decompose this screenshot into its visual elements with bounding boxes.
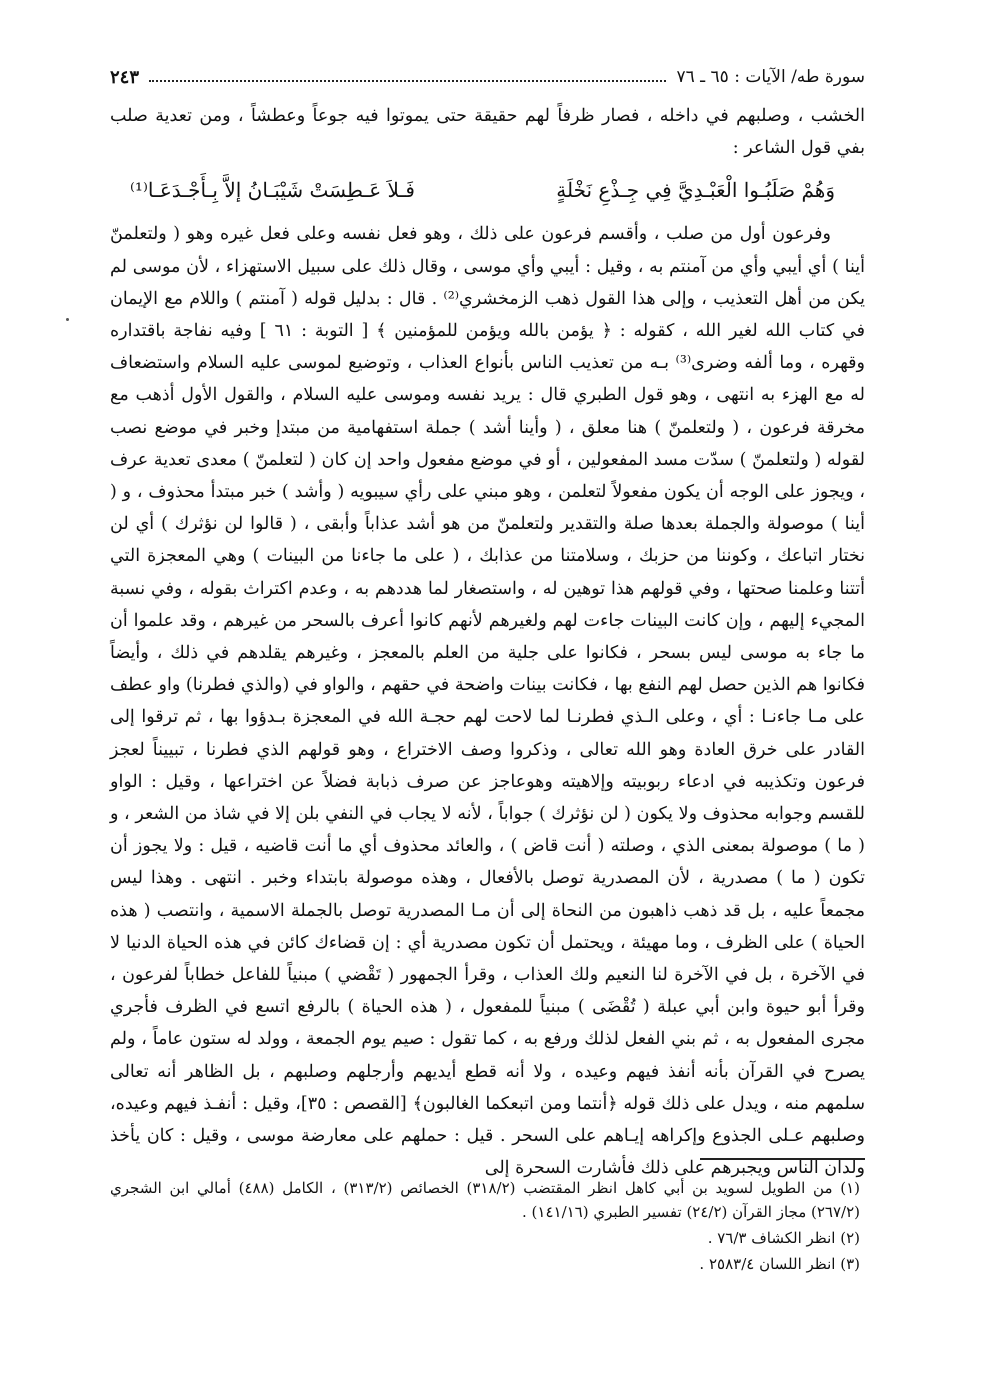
dot-leaders bbox=[149, 80, 666, 82]
header-title: سورة طه/ الآيات : ٦٥ ـ ٧٦ bbox=[676, 67, 865, 87]
page-number: ٢٤٣ bbox=[110, 66, 140, 88]
poem-first-hemistich: وَهُمْ صَلَبُـوا الْعَبْـدِيَّ فِي جِـذْعِ نَخْلَةٍ bbox=[556, 178, 835, 203]
footnote-2: (٢) انظر الكشاف ٧٦/٣ . bbox=[707, 1229, 860, 1247]
running-header bbox=[110, 62, 865, 92]
paragraph-2: وفرعون أول من صلب ، وأقسم فرعون على ذلك ، وهو فعل نفسه وعلى فعل غيره وهو ( ولتعلمنّ أينا ) أي أيبي وأي من آمنتم به ، وقيل : أيبي وأي موسى ، وقال ذلك على سبيل الاستهزاء ، لأن موسى لم يكن من أهل التعذيب ، وإلى هذا القول ذهب الزمخشري⁽²⁾ . قال : بدليل قوله ( آمنتم ) واللام مع الإيمان في كتاب الله لغير الله ، كقوله : ﴿ يؤمن بالله ويؤمن للمؤمنين ﴾ [ التوبة : ٦١ ] وفيه نفاجة باقتداره وقهره ، وما ألفه وضرى⁽³⁾ بـه من تعذيب الناس بأنواع العذاب ، وتوضيع لموسى عليه السلام واستضعاف له مع الهزء به انتهى ، وهو قول الطبري قال : يريد نفسه وموسى عليه السلام ، والقول الأول أذهب مع مخرقة فرعون ، ( ولتعلمنّ ) هنا معلق ، ( وأينا أشد ) جملة استفهامية من مبتدإ وخبر في موضع نصب لقوله ( ولتعلمنّ ) سدّت مسد المفعولين ، أو في موضع مفعول واحد إن كان ( لتعلمنّ ) معدى تعدية عرف ، ويجوز على الوجه أن يكون مفعولاً لتعلمن ، وهو مبني على رأي سيبويه ( وأشد ) خبر مبتدأ محذوف ، و ( أينا ) موصولة والجملة بعدها صلة والتقدير ولتعلمنّ من هو أشد عذاباً وأبقى ، ( قالوا لن نؤثرك ) أي لن نختار اتباعك ، وكوننا من حزبك ، وسلامتنا من عذابك ، ( على ما جاءنا من البينات ) وهي المعجزة التي أتتنا وعلمنا صحتها ، وفي قولهم هذا توهين له ، واستصغار لما هددهم به ، وعدم اكتراث بقوله ، وفي نسبة المجيء إليهم ، وإن كانت البينات جاءت لهم ولغيرهم لأنهم كانوا أعرف بالسحر من غيرهم ، وقد علموا أن ما جاء به موسى ليس بسحر ، فكانوا على جلية من العلم بالمعجز ، وغيرهم يقلدهم في ذلك ، وأيضاً فكانوا هم الذين حصل لهم النفع بها ، فكانت بينات واضحة في حقهم ، والواو في (والذي فطرنا) واو عطف على مـا جاءنـا : أي ، وعلى الـذي فطرنـا لما لاحت لهم حجـة الله في المعجزة بـدؤوا بها ، ثم ترقوا إلى القادر على خرق العادة وهو الله تعالى ، وذكروا وصف الاختراع ، وهو قولهم الذي فطرنا ، تبييناً لعجز فرعون وتكذيبه في ادعاء ربوبيته وإلاهيته وهوعاجز عن صرف ذبابة فضلاً عن اختراعها ، وقيل : الواو للقسم وجوابه محذوف ولا يكون ( لن نؤثرك ) جواباً ، لأنه لا يجاب في النفي بلن إلا في شاذ من الشعر ، و ( ما ) موصولة بمعنى الذي ، وصلته ( أنت قاض ) ، والعائد محذوف أي ما أنت قاضيه ، قيل : ولا يجوز أن تكون ( ما ) مصدرية ، لأن المصدرية توصل بالأفعال ، وهذه موصولة بابتداء وخبر . انتهى . وهذا ليس مجمعاً عليه ، بل قد ذهب ذاهبون من النحاة إلى أن مـا المصدرية توصل بالجملة الاسمية ، وانتصب ( هذه الحياة ) على الظرف ، وما مهيئة ، ويحتمل أن تكون مصدرية أي : إن قضاءك كائن في هذه الحياة الدنيا لا في الآخرة ، بل في الآخرة لنا النعيم ولك العذاب ، وقرأ الجمهور ( تَقْضي ) مبنياً للفاعل خطاباً لفرعون ، وقرأ أبو حيوة وابن أبي عبلة ( تُقْضَى ) مبنياً للمفعول ، ( هذه الحياة ) بالرفع اتسع في الظرف فأجري مجرى المفعول به ، ثم بني الفعل لذلك ورفع به ، كما تقول : صيم يوم الجمعة ، وولد له ستون عاماً ، ولم يصرح في القرآن بأنه أنفذ فيهم وعيده ، ولا أنه قطع أيديهم وأرجلهم وصلبهم ، بل الظاهر أنه تعالى سلمهم منه ، ويدل على ذلك قوله ﴿أنتما ومن اتبعكما الغالبون﴾ [القصص : ٣٥]، وقيل : أنفـذ فيهم وعيده، وصلبهم عـلى الجذوع وإكراهه إيـاهم على السحر . قيل : حملهم على معارضة موسى ، وقيل : كان يأخذ ولدان الناس ويجبرهم على ذلك فأشارت السحرة إلى bbox=[110, 224, 865, 1179]
poem-verse bbox=[110, 170, 865, 210]
main-text bbox=[110, 100, 865, 1185]
footnote-separator bbox=[700, 1158, 865, 1160]
footnotes bbox=[110, 1176, 860, 1278]
footnote-3: (٣) انظر اللسان ٢٥٨٣/٤ . bbox=[699, 1255, 860, 1273]
margin-dot bbox=[66, 318, 69, 321]
paragraph-1: الخشب ، وصلبهم في داخله ، فصار ظرفاً لهم حقيقة حتى يموتوا فيه جوعاً وعطشاً ، ومن تعدية صلب بفي قول الشاعر : bbox=[110, 106, 865, 159]
poem-second-hemistich: فَـلاَ عَـطِسَتْ شَيْبَـانُ إلاَّ بِـأَجْـدَعَـا⁽¹⁾ bbox=[130, 178, 415, 203]
footnote-1: (١) من الطويل لسويد بن أبي كاهل انظر المقتضب (٣١٨/٢) الخصائص (٣١٣/٢) ، الكامل (٤٨٨) أمالي ابن الشجري (٢٦٧/٢) مجاز القرآن (٢٤/٢) تفسير الطبري (١٤١/١٦) . bbox=[110, 1179, 860, 1221]
